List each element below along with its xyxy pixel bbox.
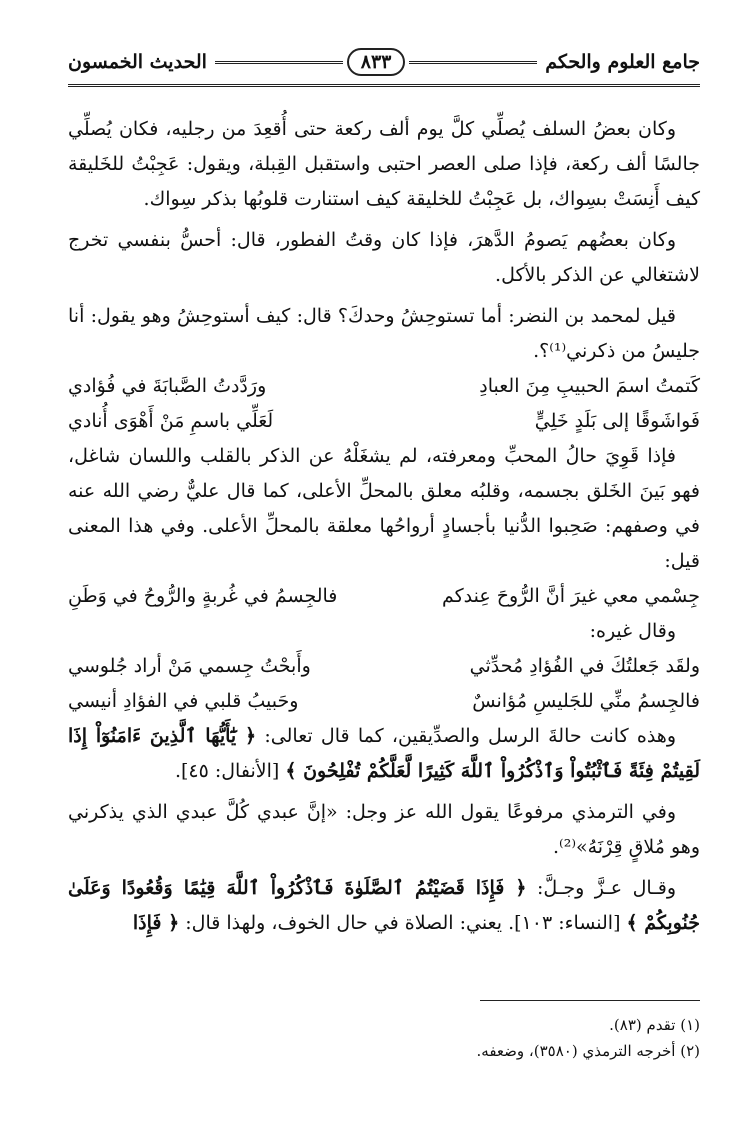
paragraph-5: وقال غيره: bbox=[589, 620, 676, 642]
paragraph-1: وكان بعضُ السلف يُصلِّي كلَّ يوم ألف ركعة حتى أُقعِدَ من رجليه، فكان يُصلِّي جالسًا ألف ركعة، فإذا صلى العصر احتبى واستقبل القِبلة، ويقول: عَجِبْتُ للخَليقة كيف أَنِسَتْ بسِواك، بل عَجِبْتُ للخليقة كيف استنارت قلوبُها بذكر سِواك. bbox=[68, 118, 700, 210]
paragraph-7: وفي الترمذي مرفوعًا يقول الله عز وجل: «إنَّ عبدي كُلَّ عبدي الذي يذكرني وهو مُلاقٍ قِرْنَهُ»⁽²⁾. bbox=[68, 801, 700, 858]
verse-hemistich: لَعَلِّي باسمِ مَنْ أَهْوَى أُنادي bbox=[68, 410, 274, 432]
quran-reference: [النساء: ١٠٣]. يعني: الصلاة في حال الخوف، ولهذا قال: bbox=[185, 912, 621, 934]
verse-line-1 bbox=[68, 369, 700, 404]
footnote-divider bbox=[480, 1000, 700, 1001]
chapter-title: الحديث الخمسون bbox=[68, 51, 207, 73]
footnote-1: (١) تقدم (٨٣). bbox=[609, 1016, 700, 1034]
verse-hemistich: وحَبيبُ قلبي في الفؤادِ أنيسي bbox=[68, 690, 299, 712]
paragraph-text: وقـال عـزَّ وجـلَّ: bbox=[536, 877, 676, 899]
header-rule-group bbox=[215, 48, 537, 76]
book-title: جامع العلوم والحكم bbox=[545, 51, 700, 73]
verse-line-5 bbox=[68, 684, 700, 719]
verse-hemistich: ولقَد جَعلتُكَ في الفُؤادِ مُحدِّثي bbox=[469, 655, 700, 677]
verse-hemistich: فَواشَوقًا إلى بَلَدٍ خَلِيٍّ bbox=[534, 410, 700, 432]
main-text bbox=[68, 112, 700, 941]
header-rule-right bbox=[215, 61, 343, 64]
paragraph-2: وكان بعضُهم يَصومُ الدَّهرَ، فإذا كان وقتُ الفطور، قال: أحسُّ بنفسي تخرج لاشتغالي عن الذكر بالأكل. bbox=[68, 229, 700, 286]
page-number: ٨٣٣ bbox=[347, 48, 406, 76]
paragraph-4: فإذا قَوِيَ حالُ المحبِّ ومعرفته، لم يشغَلْهُ عن الذكر بالقلب واللسان شاغل، فهو بَينَ الخَلق بجسمه، وقلبُه معلق بالمحلِّ الأعلى، كما قال عليٌّ رضي الله عنه في وصفهم: صَحِبوا الدُّنيا بأجسادٍ أرواحُها معلقة بالمحلِّ الأعلى. وفي هذا المعنى قيل: bbox=[68, 445, 700, 572]
quran-reference: [الأنفال: ٤٥]. bbox=[174, 760, 280, 782]
footnote-2: (٢) أخرجه الترمذي (٣٥٨٠)، وضعفه. bbox=[476, 1042, 700, 1060]
footnotes bbox=[68, 1012, 700, 1064]
verse-hemistich: فالجِسمُ منِّي للجَليسِ مُؤانسٌ bbox=[472, 690, 700, 712]
paragraph-8 bbox=[68, 871, 700, 941]
quran-verse: ﴿ فَإِذَا قَضَيْتُمُ ٱلصَّلَوٰةَ فَٱذْكُرُواْ ٱللَّهَ قِيَٰمًا وَقُعُودًا وَعَلَىٰ جُنُوبِكُمْ ﴾ bbox=[68, 877, 700, 934]
verse-hemistich: جِسْمي معي غيرَ أنَّ الرُّوحَ عِندكم bbox=[441, 585, 700, 607]
paragraph-text: وهذه كانت حالةَ الرسل والصدِّيقين، كما قال تعالى: bbox=[264, 725, 676, 747]
quran-verse-start: ﴿ فَإِذَا bbox=[132, 912, 180, 934]
verse-hemistich: ورَدَّدتُ الصَّبابَةَ في فُؤادي bbox=[68, 375, 267, 397]
quran-verse: ﴿ يَٰٓأَيُّهَا ٱلَّذِينَ ءَامَنُوٓاْ إِذَا لَقِيتُمْ فِئَةً فَٱثْبُتُواْ وَٱذْكُرُواْ ٱللَّهَ كَثِيرًا لَّعَلَّكُمْ تُفْلِحُونَ ﴾ bbox=[68, 725, 700, 782]
verse-line-2 bbox=[68, 404, 700, 439]
header-rule-left bbox=[409, 61, 537, 64]
paragraph-3: قيل لمحمد بن النضر: أما تستوحِشُ وحدكَ؟ قال: كيف أستوحِشُ وهو يقول: أنا جليسُ من ذكرني⁽¹⁾؟. bbox=[68, 305, 700, 362]
verse-hemistich: كَتمتُ اسمَ الحبيبِ مِنَ العبادِ bbox=[479, 375, 700, 397]
page-header bbox=[68, 40, 700, 87]
verse-hemistich: فالجِسمُ في غُربةٍ والرُّوحُ في وَطَنِ bbox=[68, 585, 338, 607]
verse-hemistich: وأَبحْتُ جِسمي مَنْ أراد جُلوسي bbox=[68, 655, 311, 677]
paragraph-6 bbox=[68, 719, 700, 789]
verse-line-3 bbox=[68, 579, 700, 614]
verse-line-4 bbox=[68, 649, 700, 684]
